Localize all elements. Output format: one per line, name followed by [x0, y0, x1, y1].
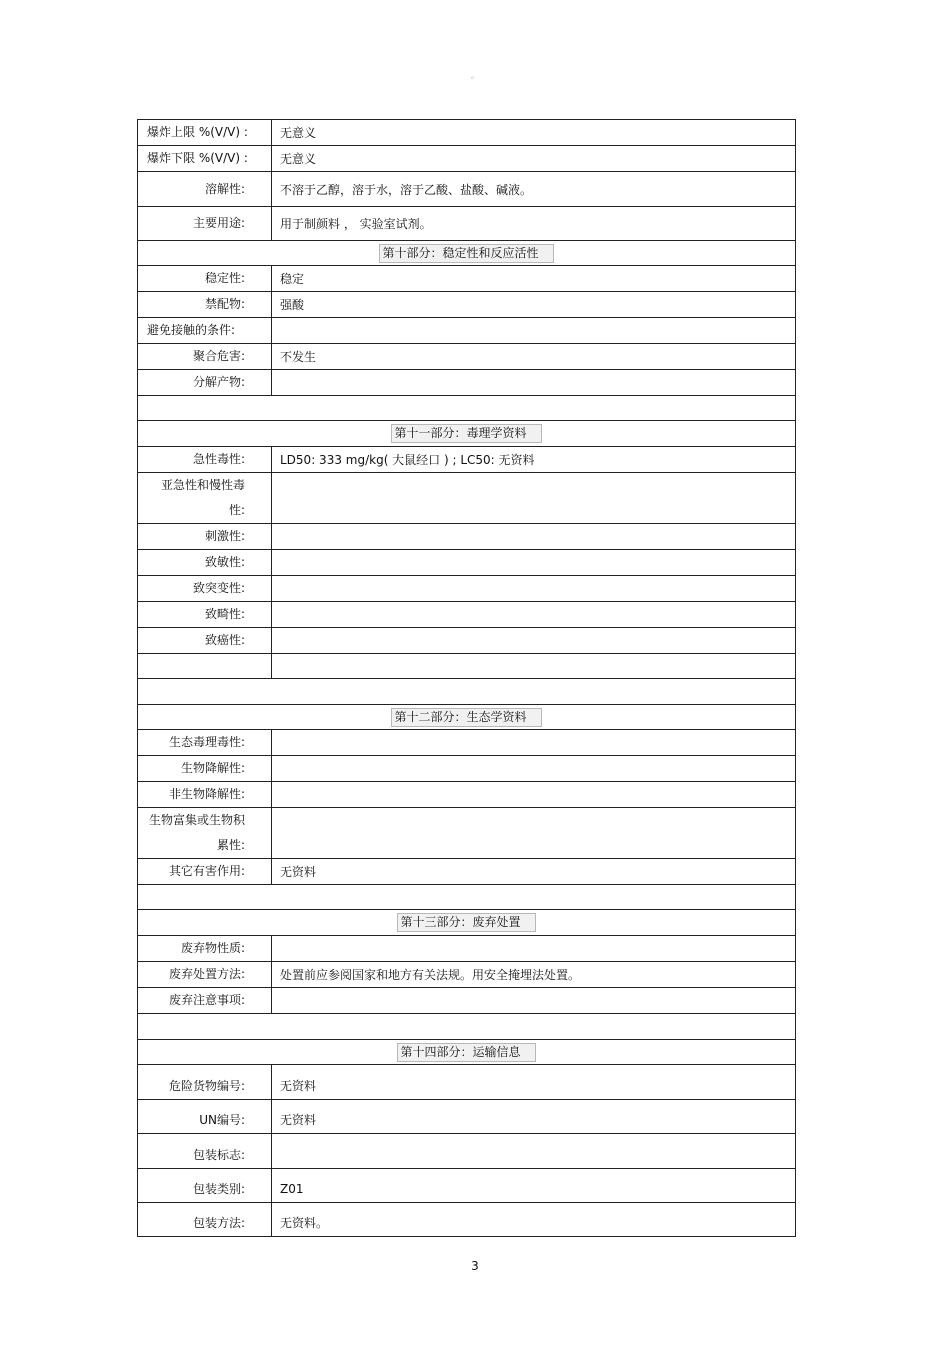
- value-dg-number: 无资料: [272, 1065, 796, 1100]
- label-other-effects: 其它有害作用:: [138, 859, 272, 885]
- label-un-number: UN编号:: [138, 1100, 272, 1134]
- section-10-title: 第十部分：稳定性和反应活性: [379, 244, 553, 263]
- label-ecotoxicity: 生态毒理毒性:: [138, 730, 272, 756]
- label-waste-nature: 废弃物性质:: [138, 936, 272, 962]
- section-12-title: 第十二部分：生态学资料: [391, 708, 541, 727]
- label-biodegradability: 生物降解性:: [138, 756, 272, 782]
- label-explosion-upper: 爆炸上限 %(V/V) :: [138, 120, 272, 146]
- top-mark: 。: [471, 71, 479, 80]
- value-sensitization: [272, 550, 796, 576]
- label-mutagenicity: 致突变性:: [138, 576, 272, 602]
- value-decomposition: [272, 370, 796, 396]
- value-pack-method: 无资料。: [272, 1203, 796, 1237]
- section-13-title: 第十三部分：废弃处置: [397, 913, 535, 932]
- label-bioaccumulation: [138, 808, 272, 859]
- value-un-number: 无资料: [272, 1100, 796, 1134]
- value-subacute-toxicity: [272, 473, 796, 524]
- value-stability: 稳定: [272, 266, 796, 292]
- value-waste-nature: [272, 936, 796, 962]
- blank-row: [138, 396, 796, 421]
- label-pack-class: 包装类别:: [138, 1169, 272, 1203]
- section-12-header: [138, 705, 796, 730]
- section-11-title: 第十一部分：毒理学资料: [391, 424, 541, 443]
- blank-row: [138, 1014, 796, 1040]
- label-decomposition: 分解产物:: [138, 370, 272, 396]
- value-disposal-method: 处置前应参阅国家和地方有关法规。用安全掩埋法处置。: [272, 962, 796, 988]
- value-avoid-conditions: [272, 318, 796, 344]
- blank-row: [138, 885, 796, 910]
- label-main-use: 主要用途:: [138, 207, 272, 241]
- label-polymerization: 聚合危害:: [138, 344, 272, 370]
- value-main-use: 用于制颜料 ， 实验室试剂。: [272, 207, 796, 241]
- value-other-effects: 无资料: [272, 859, 796, 885]
- label-subacute-line2: 性:: [228, 503, 245, 517]
- label-dg-number: 危险货物编号:: [138, 1065, 272, 1100]
- value-carcinogenicity: [272, 628, 796, 654]
- value-non-biodegradability: [272, 782, 796, 808]
- label-non-biodegradability: 非生物降解性:: [138, 782, 272, 808]
- value-bioaccumulation: [272, 808, 796, 859]
- value-irritation: [272, 524, 796, 550]
- label-disposal-method: 废弃处置方法:: [138, 962, 272, 988]
- label-explosion-lower: 爆炸下限 %(V/V) :: [138, 146, 272, 172]
- value-incompatible: 强酸: [272, 292, 796, 318]
- label-pack-mark: 包装标志:: [138, 1134, 272, 1169]
- section-14-title: 第十四部分：运输信息: [397, 1043, 535, 1062]
- value-polymerization: 不发生: [272, 344, 796, 370]
- value-explosion-upper: 无意义: [272, 120, 796, 146]
- label-stability: 稳定性:: [138, 266, 272, 292]
- value-solubility: 不溶于乙醇，溶于水，溶于乙酸、盐酸、碱液。: [272, 172, 796, 207]
- blank-label-cell: [138, 654, 272, 679]
- section-14-header: [138, 1040, 796, 1065]
- value-acute-toxicity: LD50: 333 mg/kg( 大鼠经口 ) ; LC50: 无资料: [272, 447, 796, 473]
- value-biodegradability: [272, 756, 796, 782]
- label-avoid-conditions: 避免接触的条件:: [138, 318, 272, 344]
- value-ecotoxicity: [272, 730, 796, 756]
- section-10-header: [138, 241, 796, 266]
- value-pack-mark: [272, 1134, 796, 1169]
- value-explosion-lower: 无意义: [272, 146, 796, 172]
- label-incompatible: 禁配物:: [138, 292, 272, 318]
- section-13-header: [138, 910, 796, 936]
- value-disposal-notes: [272, 988, 796, 1014]
- label-bioaccum-line1: 生物富集或生物积: [148, 813, 245, 827]
- label-teratogenicity: 致畸性:: [138, 602, 272, 628]
- label-subacute-line1: 亚急性和慢性毒: [160, 478, 245, 492]
- label-bioaccum-line2: 累性:: [216, 838, 245, 852]
- label-irritation: 刺激性:: [138, 524, 272, 550]
- label-subacute-toxicity: [138, 473, 272, 524]
- page-number: 3: [471, 1259, 479, 1273]
- value-mutagenicity: [272, 576, 796, 602]
- label-sensitization: 致敏性:: [138, 550, 272, 576]
- label-carcinogenicity: 致癌性:: [138, 628, 272, 654]
- blank-value-cell: [272, 654, 796, 679]
- label-acute-toxicity: 急性毒性:: [138, 447, 272, 473]
- label-pack-method: 包装方法:: [138, 1203, 272, 1237]
- blank-row: [138, 679, 796, 705]
- label-disposal-notes: 废弃注意事项:: [138, 988, 272, 1014]
- msds-table: [137, 119, 796, 1237]
- section-11-header: [138, 421, 796, 447]
- value-pack-class: Z01: [272, 1169, 796, 1203]
- value-teratogenicity: [272, 602, 796, 628]
- label-solubility: 溶解性:: [138, 172, 272, 207]
